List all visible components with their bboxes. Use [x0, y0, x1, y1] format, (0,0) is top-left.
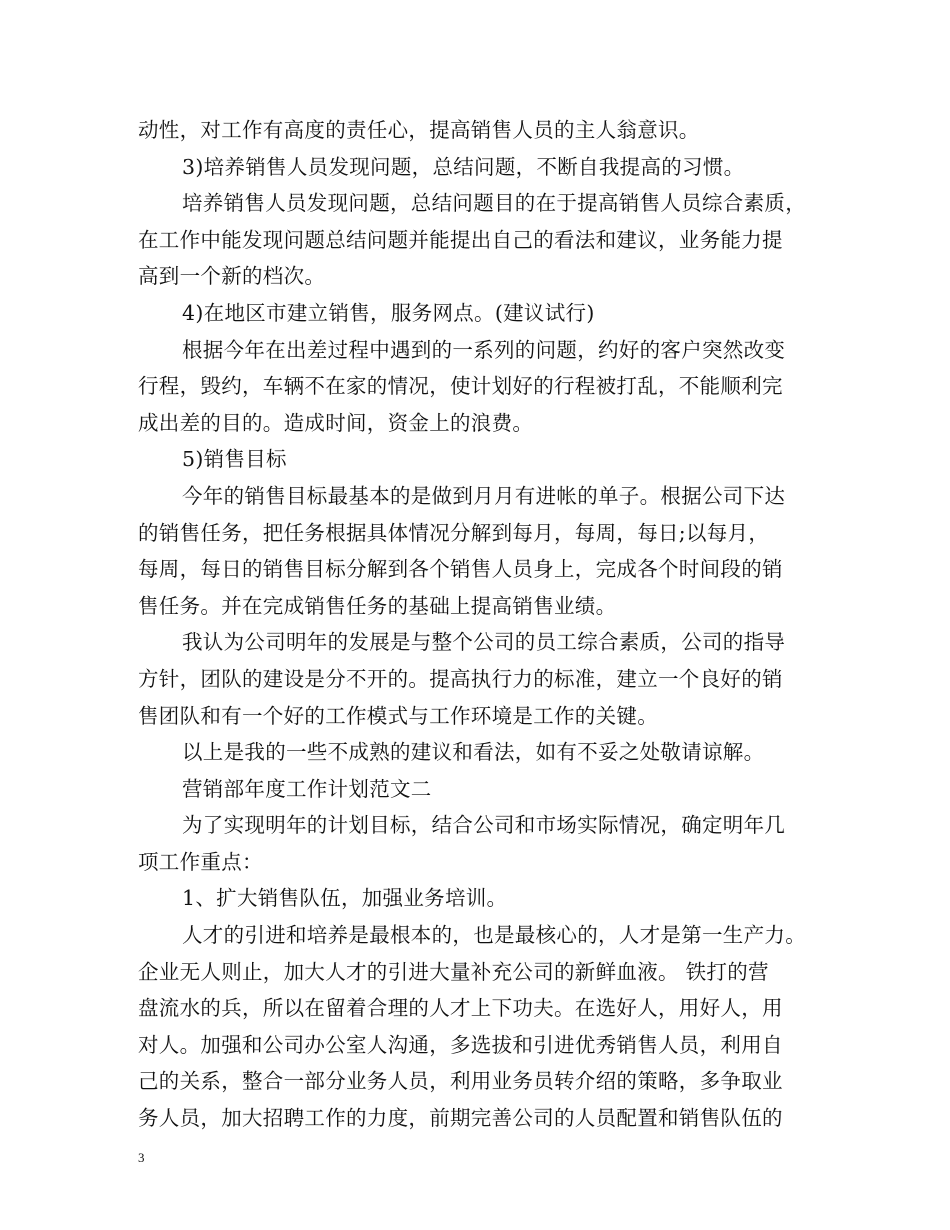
text-line: 对人。加强和公司办公室人沟通，多选拔和引进优秀销售人员，利用自 — [138, 1032, 783, 1057]
text-line: 1、扩大销售队伍，加强业务培训。 — [182, 886, 508, 911]
text-line: 我认为公司明年的发展是与整个公司的员工综合素质，公司的指导 — [182, 630, 786, 655]
text-line: 人才的引进和培养是最根本的，也是最核心的，人才是第一生产力。 — [182, 923, 806, 948]
text-line: 己的关系，整合一部分业务人员，利用业务员转介绍的策略，多争取业 — [138, 1069, 783, 1094]
text-line: 5)销售目标 — [182, 447, 287, 472]
text-line: 以上是我的一些不成熟的建议和看法，如有不妥之处敬请谅解。 — [182, 740, 765, 765]
text-line: 根据今年在出差过程中遇到的一系列的问题，约好的客户突然改变 — [182, 337, 786, 362]
text-line: 方针，团队的建设是分不开的。提高执行力的标准，建立一个良好的销 — [138, 666, 783, 691]
text-line: 务人员，加大招聘工作的力度，前期完善公司的人员配置和销售队伍的 — [138, 1106, 783, 1131]
text-line: 在工作中能发现问题总结问题并能提出自己的看法和建议，业务能力提 — [138, 227, 783, 252]
text-line: 3)培养销售人员发现问题，总结问题，不断自我提高的习惯。 — [182, 154, 745, 179]
text-line: 每周，每日的销售目标分解到各个销售人员身上，完成各个时间段的销 — [138, 557, 783, 582]
text-line: 4)在地区市建立销售，服务网点。(建议试行) — [182, 300, 595, 325]
text-line: 为了实现明年的计划目标，结合公司和市场实际情况，确定明年几 — [182, 813, 786, 838]
text-line: 售任务。并在完成销售任务的基础上提高销售业绩。 — [138, 593, 617, 618]
text-line: 售团队和有一个好的工作模式与工作环境是工作的关键。 — [138, 703, 658, 728]
text-line: 成出差的目的。造成时间，资金上的浪费。 — [138, 410, 534, 435]
text-line: 项工作重点： — [138, 849, 263, 874]
section-heading: 营销部年度工作计划范文二 — [182, 776, 432, 801]
text-line: 高到一个新的档次。 — [138, 264, 326, 289]
page-number: 3 — [138, 1150, 145, 1165]
text-line: 盘流水的兵，所以在留着合理的人才上下功夫。在选好人，用好人，用 — [138, 996, 783, 1021]
document-body — [138, 112, 820, 1137]
text-line: 今年的销售目标最基本的是做到月月有进帐的单子。根据公司下达 — [182, 483, 786, 508]
text-line: 行程，毁约，车辆不在家的情况，使计划好的行程被打乱，不能顺利完 — [138, 374, 783, 399]
text-line: 的销售任务，把任务根据具体情况分解到每月，每周，每日;以每月， — [138, 520, 770, 545]
text-line: 培养销售人员发现问题，总结问题目的在于提高销售人员综合素质， — [182, 191, 806, 216]
text-line: 企业无人则止，加大人才的引进大量补充公司的新鲜血液。 铁打的营 — [138, 959, 769, 984]
text-line: 动性，对工作有高度的责任心，提高销售人员的主人翁意识。 — [138, 118, 700, 142]
